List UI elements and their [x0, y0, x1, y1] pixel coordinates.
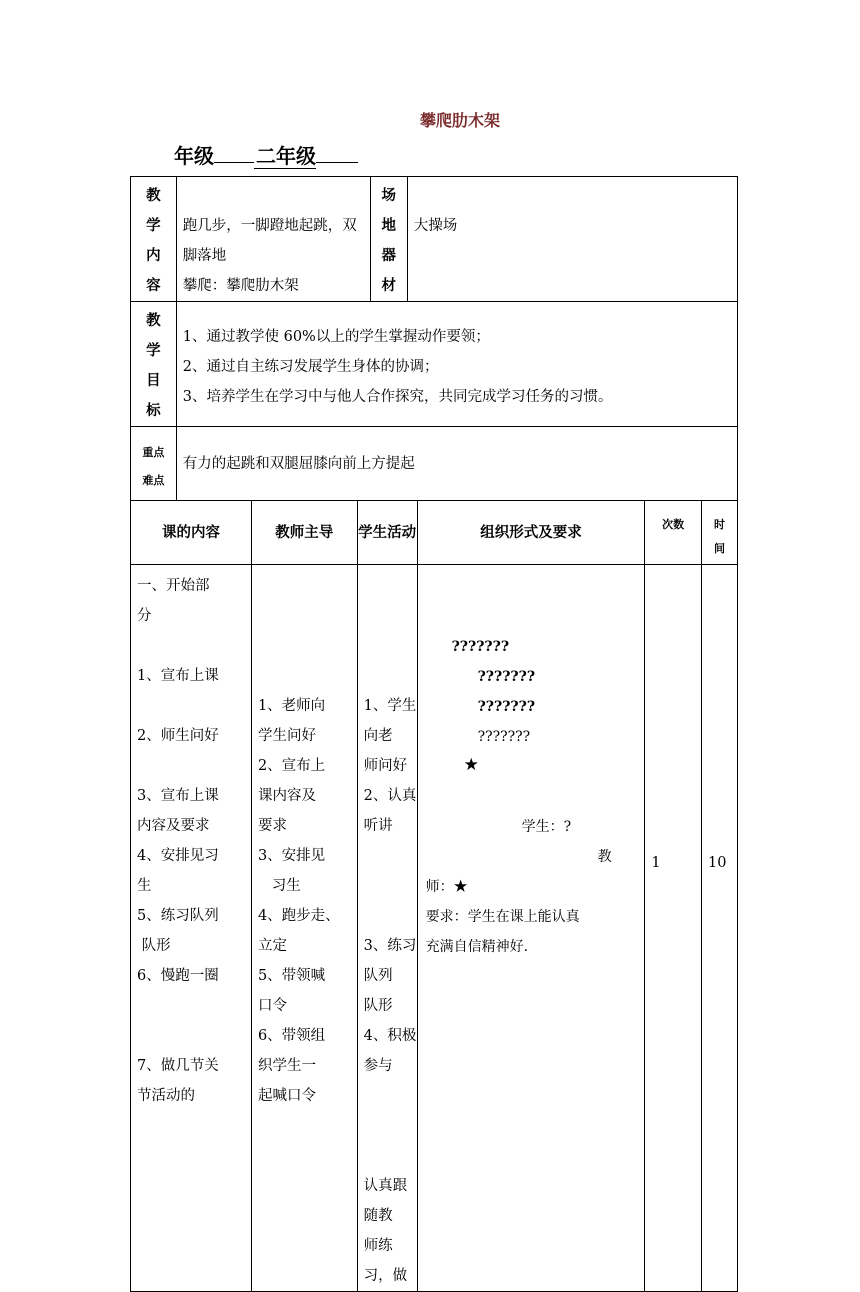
requirement-line: 要求：学生在课上能认真: [425, 909, 580, 925]
section-row: [131, 565, 738, 1292]
grade-underline-left: [214, 162, 254, 163]
col-org-header: 组织形式及要求: [417, 501, 645, 565]
section-content: 一、开始部 分 1、宣布上课 2、师生问好 3、宣布上课 内容及要求 4、安排见习 生 5、练习队列 队形 6、慢跑一圈 7、做几节关 节活动的: [131, 565, 252, 1292]
section-org: [417, 565, 645, 1292]
content-head: 教 学 内 容: [131, 177, 177, 302]
grade-label: 年级: [174, 144, 214, 168]
teacher-legend-a: 教: [597, 849, 612, 865]
grade-line: [174, 140, 358, 169]
column-header-row: [131, 501, 738, 565]
venue-value: 大操场: [407, 177, 737, 302]
document-title: 攀爬肋木架: [419, 111, 500, 130]
teacher-star-icon: ★: [463, 755, 479, 775]
goal-item: 2、通过自主练习发展学生身体的协调；: [182, 359, 439, 375]
goals-value: [176, 302, 737, 427]
venue-head: 场 地 器 材: [370, 177, 407, 302]
teacher-legend-b: 师：★: [425, 879, 468, 895]
col-student-header: 学生活动: [357, 501, 417, 565]
section-duration: 10: [702, 565, 738, 1292]
formation-row: ???????: [451, 639, 510, 655]
key-row: [131, 427, 738, 501]
key-head: 重点 难点: [131, 427, 177, 501]
section-times: 1: [645, 565, 702, 1292]
content-value: 跑几步，一脚蹬地起跳，双 脚落地 攀爬：攀爬肋木架: [176, 177, 370, 302]
col-content-header: 课的内容: [131, 501, 252, 565]
requirement-line: 充满自信精神好.: [425, 939, 529, 955]
goal-item: 3、培养学生在学习中与他人合作探究，共同完成学习任务的习惯。: [182, 389, 613, 405]
col-teacher-header: 教师主导: [251, 501, 357, 565]
formation-row: ???????: [477, 699, 536, 715]
goals-head: 教 学 目 标: [131, 302, 177, 427]
formation-row: ???????: [477, 669, 536, 685]
goal-item: 1、通过教学使 60%以上的学生掌握动作要领；: [182, 329, 490, 345]
grade-underline-right: [316, 162, 358, 163]
lesson-plan-table: [130, 176, 738, 1292]
grade-value: 二年级: [256, 144, 316, 168]
section-teacher: 1、老师向 学生问好 2、宣布上 课内容及 要求 3、安排见 习生 4、跑步走、 立定 5、带领喊 口令 6、带领组 织学生一 起喊口令: [251, 565, 357, 1292]
goals-row: [131, 302, 738, 427]
formation-row: ???????: [477, 729, 531, 745]
key-value: 有力的起跳和双腿屈膝向前上方提起: [176, 427, 737, 501]
content-row: [131, 177, 738, 302]
col-duration-header: 时 间: [702, 501, 738, 565]
section-student: 1、学生向老 师问好 2、认真听讲 3、练习队列 队形 4、积极参与 认真跟随教 师练习，做: [357, 565, 417, 1292]
col-times-header: 次数: [645, 501, 702, 565]
student-legend: 学生：?: [521, 819, 572, 835]
